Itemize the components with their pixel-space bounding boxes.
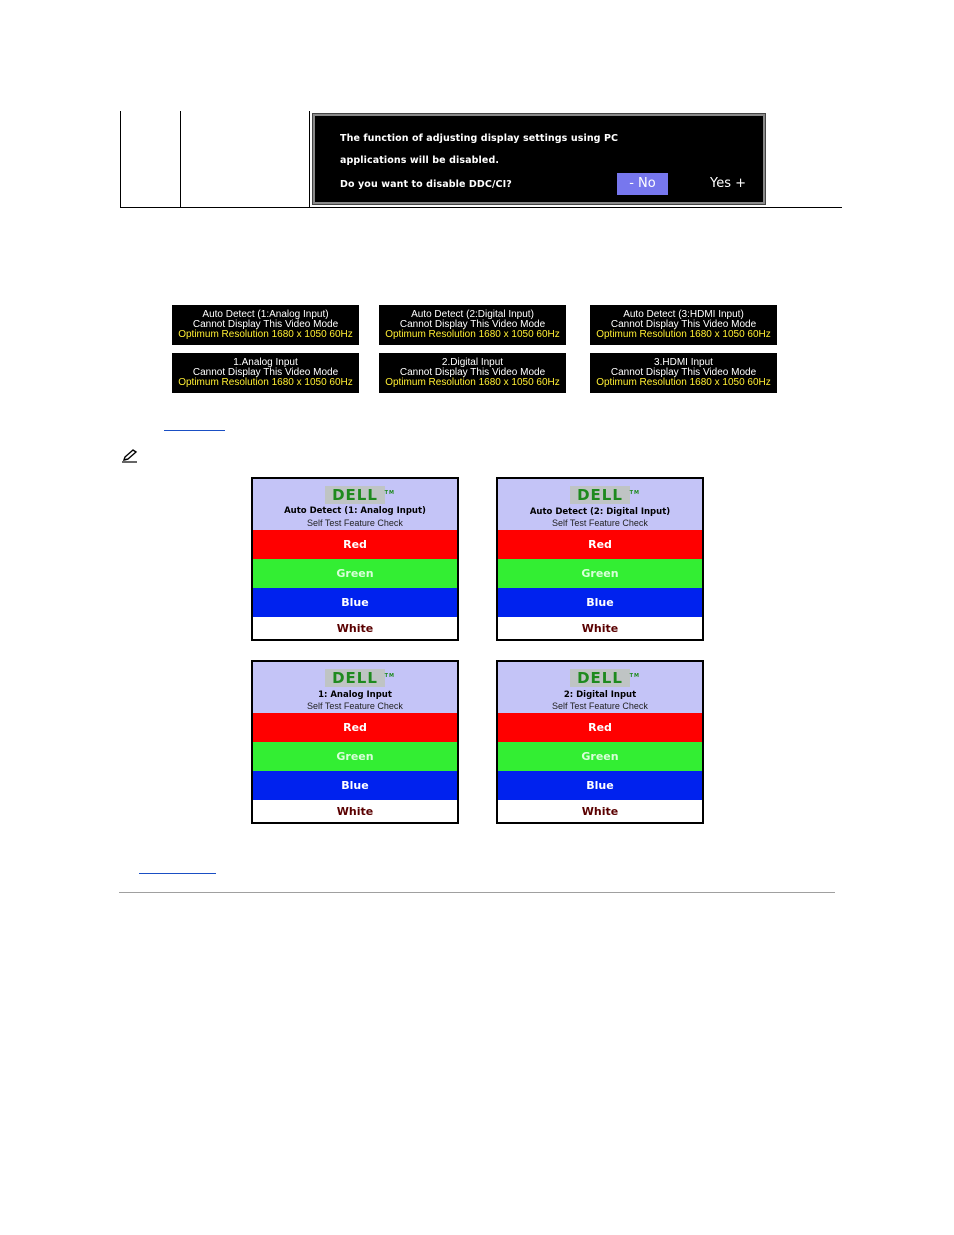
red-bar: Red [498,530,702,559]
ddc-no-button[interactable]: - No [617,173,668,195]
dell-logo: DELL TM [325,669,385,687]
ddc-message-line1: The function of adjusting display settings using PC [340,133,619,144]
ddc-message-line2: applications will be disabled. [340,155,500,166]
blue-bar: Blue [498,771,702,800]
warning-title: 3.HDMI Input [654,357,713,368]
white-bar: White [253,800,457,824]
dell-logo: DELL TM [570,486,630,504]
self-test-panel-auto-digital [496,477,704,641]
warning-title: Auto Detect (2:Digital Input) [411,309,534,320]
green-bar: Green [498,742,702,771]
panel-title: 2: Digital Input [563,690,637,700]
green-bar: Green [253,742,457,771]
red-bar: Red [498,713,702,742]
blue-bar: Blue [253,771,457,800]
warning-resolution: Optimum Resolution 1680 x 1050 60Hz [178,329,353,340]
back-to-contents-link[interactable] [164,430,225,431]
warning-message: Cannot Display This Video Mode [399,319,546,330]
warning-message: Cannot Display This Video Mode [610,319,757,330]
horizontal-rule [119,892,835,893]
warning-analog [172,353,359,393]
pencil-note-icon [121,449,139,463]
table-border-bottom [120,207,842,208]
table-border-left [120,111,121,208]
warning-auto-analog [172,305,359,345]
warning-title: 1.Analog Input [233,357,298,368]
panel-header [498,662,702,713]
ddc-ci-dialog [313,114,765,204]
panel-subtitle: Self Test Feature Check [552,701,648,711]
dell-logo: DELL TM [570,669,630,687]
red-bar: Red [253,530,457,559]
warning-message: Cannot Display This Video Mode [192,319,339,330]
warning-title: Auto Detect (3:HDMI Input) [623,309,744,320]
warning-digital [379,353,566,393]
table-border-col1 [180,111,181,208]
warning-title: 2.Digital Input [441,357,504,368]
table-border-col2 [309,111,310,208]
green-bar: Green [253,559,457,588]
back-to-top-link[interactable] [139,873,216,874]
warning-auto-hdmi [590,305,777,345]
red-bar: Red [253,713,457,742]
warning-auto-digital [379,305,566,345]
blue-bar: Blue [498,588,702,617]
ddc-question: Do you want to disable DDC/CI? [340,179,512,190]
panel-subtitle: Self Test Feature Check [307,701,403,711]
warning-resolution: Optimum Resolution 1680 x 1050 60Hz [178,377,353,388]
warning-message: Cannot Display This Video Mode [610,367,757,378]
ddc-yes-button[interactable]: Yes + [709,176,746,191]
warning-resolution: Optimum Resolution 1680 x 1050 60Hz [385,377,560,388]
warning-message: Cannot Display This Video Mode [399,367,546,378]
warning-resolution: Optimum Resolution 1680 x 1050 60Hz [385,329,560,340]
panel-header [498,479,702,530]
panel-subtitle: Self Test Feature Check [307,518,403,528]
panel-title: Auto Detect (1: Analog Input) [284,506,426,516]
panel-header [253,479,457,530]
white-bar: White [253,617,457,641]
white-bar: White [498,617,702,641]
self-test-panel-auto-analog [251,477,459,641]
panel-title: 1: Analog Input [318,690,392,700]
panel-title: Auto Detect (2: Digital Input) [529,507,671,517]
warning-message: Cannot Display This Video Mode [192,367,339,378]
self-test-panel-digital [496,660,704,824]
dell-logo: DELL TM [325,486,385,504]
warning-resolution: Optimum Resolution 1680 x 1050 60Hz [596,329,771,340]
warning-hdmi [590,353,777,393]
blue-bar: Blue [253,588,457,617]
self-test-panel-analog [251,660,459,824]
warning-resolution: Optimum Resolution 1680 x 1050 60Hz [596,377,771,388]
warning-title: Auto Detect (1:Analog Input) [202,309,329,320]
panel-subtitle: Self Test Feature Check [552,518,648,528]
green-bar: Green [498,559,702,588]
white-bar: White [498,800,702,824]
panel-header [253,662,457,713]
